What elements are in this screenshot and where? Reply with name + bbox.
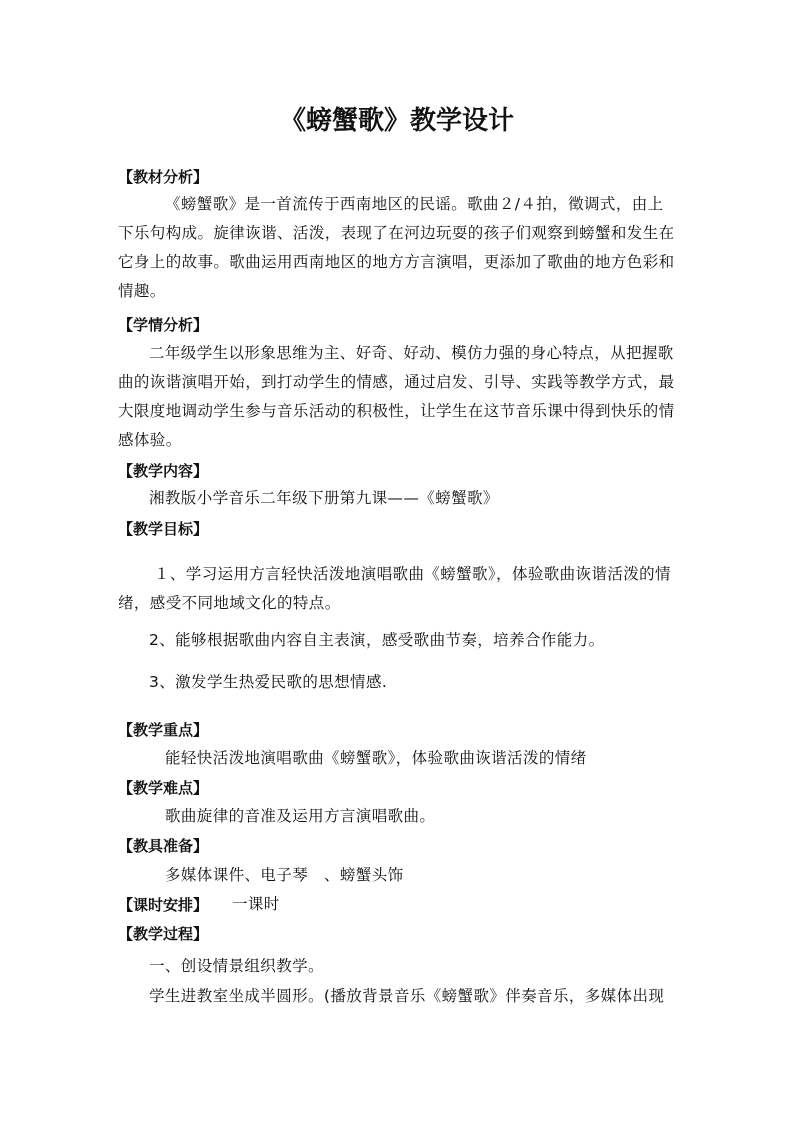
goal-item-1: １、学习运用方言轻快活泼地演唱歌曲《螃蟹歌》，体验歌曲诙谐活泼的情绪，感受不同地域文化的特点。 bbox=[118, 565, 671, 612]
heading-teaching-process: 【教学过程】 bbox=[118, 925, 209, 943]
goal-item-2: 2、能够根据歌曲内容自主表演，感受歌曲节奏，培养合作能力。 bbox=[149, 631, 605, 649]
paragraph-teaching-tools: 多媒体课件、电子琴 、螃蟹头饰 bbox=[165, 866, 404, 884]
heading-key-points: 【教学重点】 bbox=[118, 721, 209, 739]
document-title: 《螃蟹歌》教学设计 bbox=[279, 106, 514, 136]
process-step-1: 一、创设情景组织教学。 bbox=[149, 957, 324, 975]
paragraph-student-analysis: 二年级学生以形象思维为主、好奇、好动、模仿力强的身心特点，从把握歌曲的诙谐演唱开始，到打动学生的情感，通过启发、引导、实践等教学方式，最大限度地调动学生参与音乐活动的积极性，让学生在这节音乐课中得到快乐的情感体验。 bbox=[118, 344, 675, 449]
process-step-1-text: 学生进教室坐成半圆形。(播放背景音乐《螃蟹歌》伴奏音乐，多媒体出现 bbox=[149, 987, 665, 1005]
heading-teaching-goals: 【教学目标】 bbox=[118, 520, 209, 538]
paragraph-key-points: 能轻快活泼地演唱歌曲《螃蟹歌》，体验歌曲诙谐活泼的情绪 bbox=[165, 749, 587, 767]
paragraph-teaching-content: 湘教版小学音乐二年级下册第九课——《螃蟹歌》 bbox=[149, 489, 499, 507]
heading-difficulties: 【教学难点】 bbox=[118, 779, 209, 797]
heading-teaching-tools: 【教具准备】 bbox=[118, 837, 209, 855]
heading-schedule: 【课时安排】 bbox=[118, 896, 209, 914]
paragraph-material-analysis: 《螃蟹歌》是一首流传于西南地区的民谣。歌曲２/４拍，徵调式，由上下乐句构成。旋律诙谐、活泼，表现了在河边玩耍的孩子们观察到螃蟹和发生在它身上的故事。歌曲运用西南地区的地方方言演唱，更添加了歌曲的地方色彩和情趣。 bbox=[118, 195, 675, 300]
goal-item-3: 3、激发学生热爱民歌的思想情感. bbox=[149, 673, 388, 691]
heading-teaching-content: 【教学内容】 bbox=[118, 462, 209, 480]
heading-material-analysis: 【教材分析】 bbox=[118, 168, 209, 186]
heading-student-analysis: 【学情分析】 bbox=[118, 316, 209, 334]
schedule-value: 一课时 bbox=[232, 895, 280, 913]
paragraph-difficulties: 歌曲旋律的音准及运用方言演唱歌曲。 bbox=[165, 807, 436, 825]
